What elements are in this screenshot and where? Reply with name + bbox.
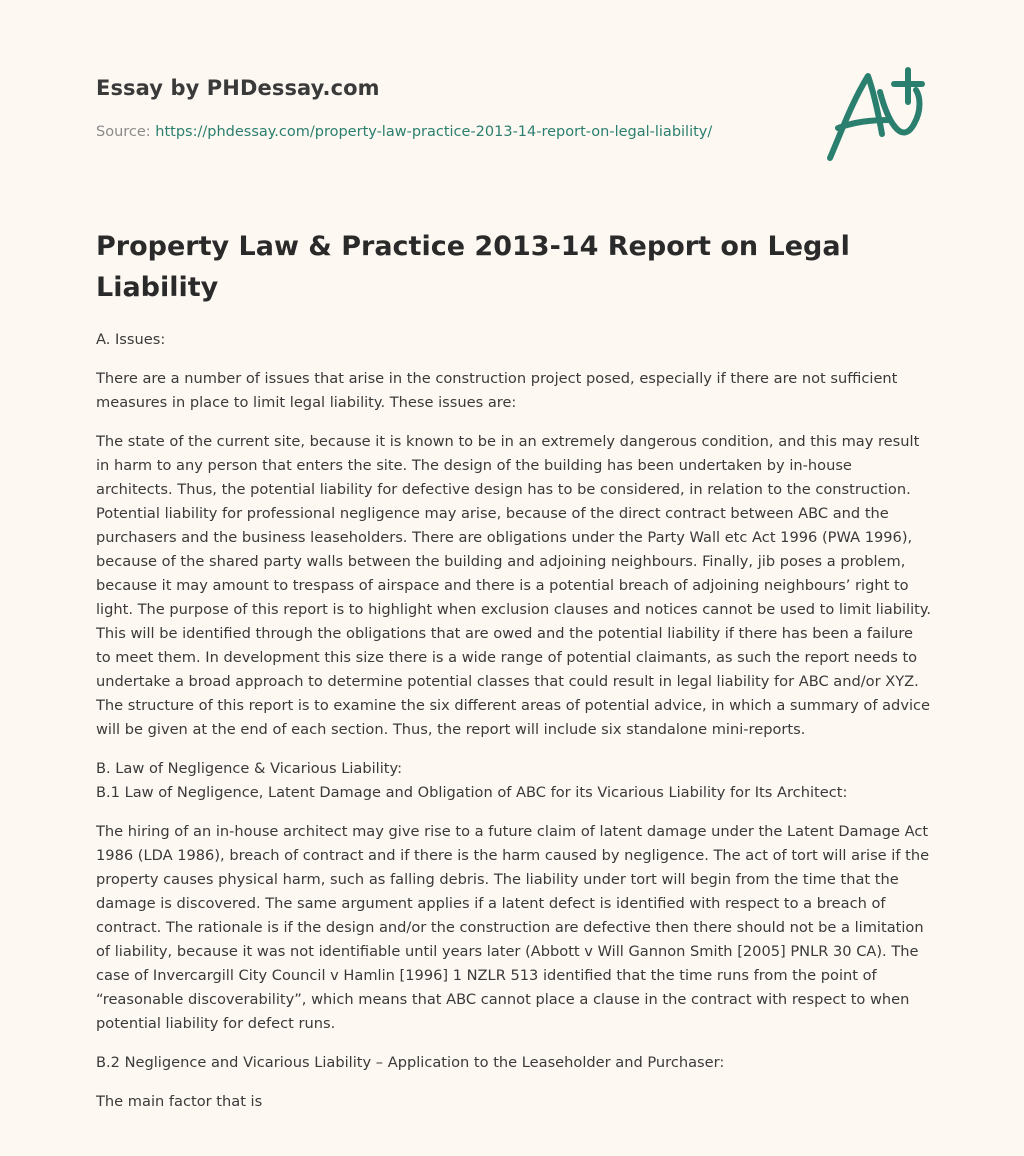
essay-body: [96, 328, 932, 1129]
paragraph: The main factor that is: [96, 1093, 263, 1110]
source-line: [96, 124, 712, 140]
paragraph: A. Issues:: [96, 331, 166, 348]
paragraph: There are a number of issues that arise in the construction project posed, especially if there are not sufficient measures in place to limit legal liability. These issues are:: [96, 370, 898, 411]
paragraph: The state of the current site, because it is known to be in an extremely dangerous condition, and this may result in harm to any person that enters the site. The design of the building has been undertaken by in-house architects. Thus, the potential liability for defective design has to be considered, in relation to the construction. Potential liability for professional negligence may arise, because of the direct contract between ABC and the purchasers and the business leaseholders. There are obligations under the Party Wall etc Act 1996 (PWA 1996), because of the shared party walls between the building and adjoining neighbours. Finally, jib poses a problem, because it may amount to trespass of airspace and there is a potential breach of adjoining neighbours’ right to light. The purpose of this report is to highlight when exclusion clauses and notices cannot be used to limit liability. This will be identified through the obligations that are owed and the potential liability if there has been a failure to meet them. In development this size there is a wide range of potential claimants, as such the report needs to undertake a broad approach to determine potential classes that could result in legal liability for ABC and/or XYZ. The structure of this report is to examine the six different areas of potential advice, in which a summary of advice will be given at the end of each section. Thus, the report will include six standalone mini-reports.: [96, 433, 932, 738]
source-link[interactable]: https://phdessay.com/property-law-practice-2013-14-report-on-legal-liability/: [155, 124, 713, 140]
a-plus-logo-icon: [818, 62, 930, 164]
section-heading: B. Law of Negligence & Vicarious Liability:: [96, 760, 402, 777]
page-title: Property Law & Practice 2013-14 Report on Legal Liability: [96, 231, 850, 303]
source-label: Source:: [96, 124, 156, 140]
site-name: Essay by PHDessay.com: [96, 76, 380, 100]
subsection-heading: B.1 Law of Negligence, Latent Damage and Obligation of ABC for its Vicarious Liability for Its Architect:: [96, 784, 848, 801]
paragraph: The hiring of an in-house architect may give rise to a future claim of latent damage under the Latent Damage Act 1986 (LDA 1986), breach of contract and if there is the harm caused by negligence. The act of tort will arise if the property causes physical harm, such as falling debris. The liability under tort will begin from the time that the damage is discovered. The same argument applies if a latent defect is identified with respect to a breach of contract. The rationale is if the design and/or the construction are defective then there should not be a limitation of liability, because it was not identifiable until years later (Abbott v Will Gannon Smith [2005] PNLR 30 CA). The case of Invercargill City Council v Hamlin [1996] 1 NZLR 513 identified that the time runs from the point of “reasonable discoverability”, which means that ABC cannot place a clause in the contract with respect to when potential liability for defect runs.: [96, 823, 930, 1032]
subsection-heading: B.2 Negligence and Vicarious Liability – Application to the Leaseholder and Purchaser:: [96, 1054, 725, 1071]
